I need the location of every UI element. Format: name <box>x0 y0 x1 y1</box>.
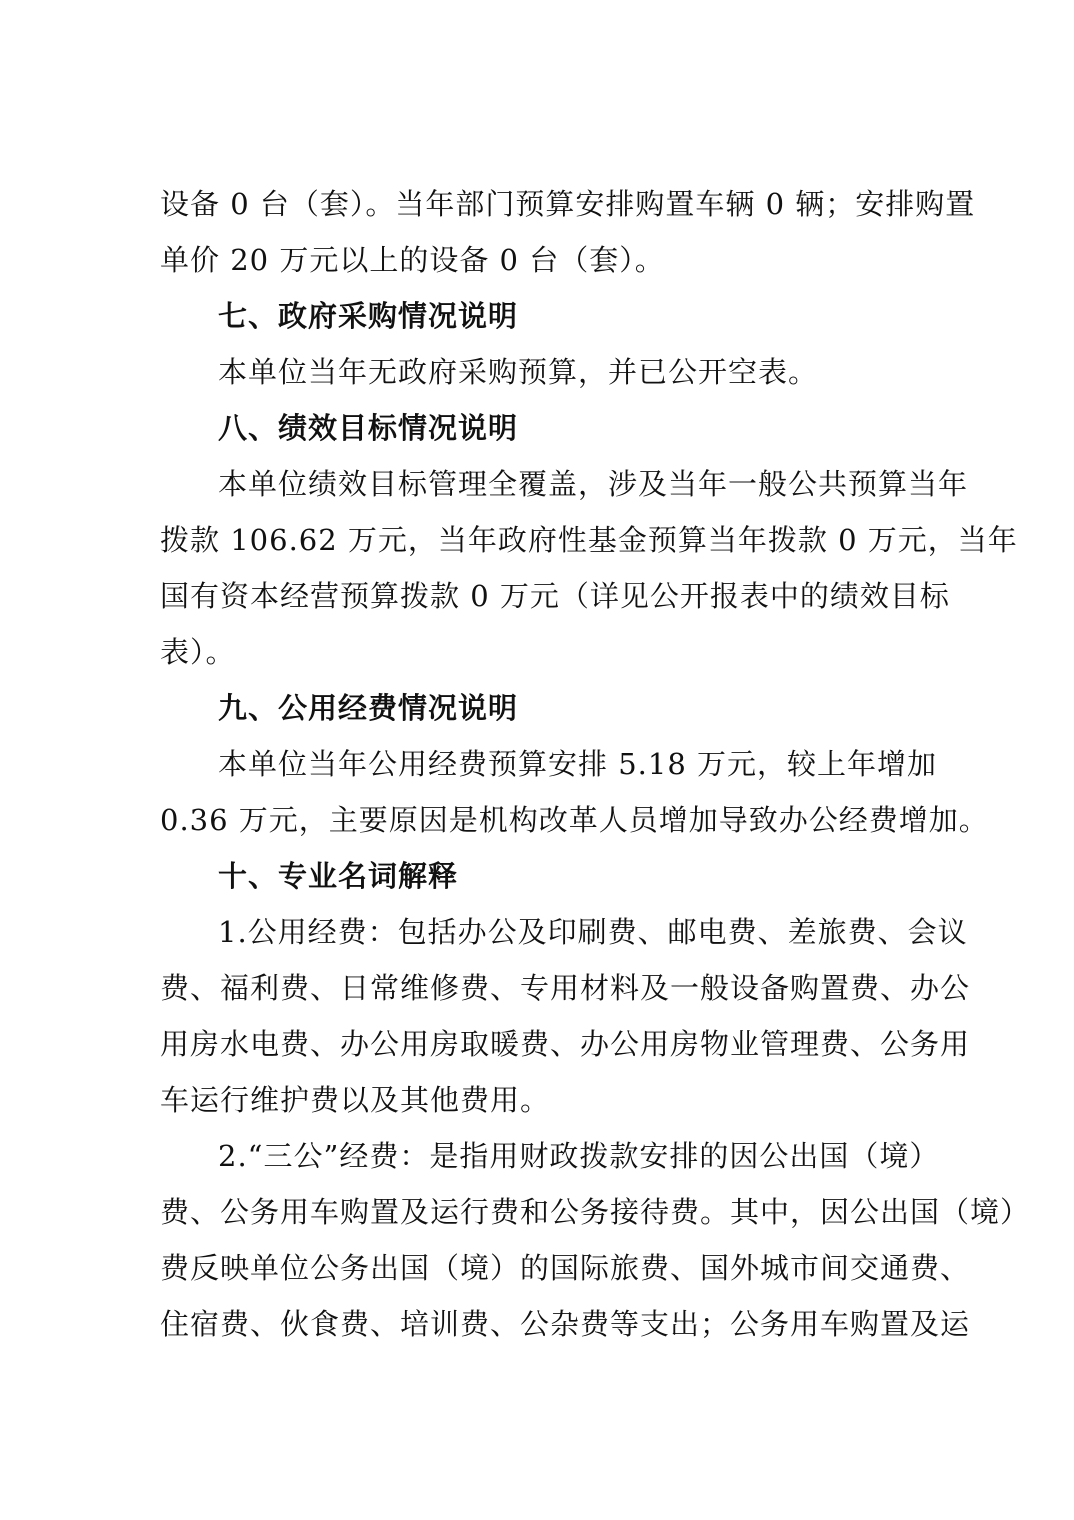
paragraph-line: 车运行维护费以及其他费用。 <box>160 1083 551 1117</box>
paragraph-line: 0.36 万元，主要原因是机构改革人员增加导致办公经费增加。 <box>160 803 989 837</box>
section-heading-7: 七、政府采购情况说明 <box>218 299 519 333</box>
section-heading-8: 八、绩效目标情况说明 <box>218 411 519 445</box>
paragraph-line: 单价 20 万元以上的设备 0 台（套）。 <box>160 243 665 277</box>
paragraph-line: 表）。 <box>160 635 236 669</box>
paragraph-line: 2.“三公”经费：是指用财政拨款安排的因公出国（境） <box>218 1139 940 1173</box>
document-page <box>160 176 1031 1352</box>
paragraph-line: 费、福利费、日常维修费、专用材料及一般设备购置费、办公 <box>160 971 971 1005</box>
paragraph-line: 1.公用经费：包括办公及印刷费、邮电费、差旅费、会议 <box>218 915 968 949</box>
paragraph-line: 费、公务用车购置及运行费和公务接待费。其中，因公出国（境） <box>160 1195 1031 1229</box>
section-heading-10: 十、专业名词解释 <box>218 859 459 893</box>
paragraph-line: 本单位绩效目标管理全覆盖，涉及当年一般公共预算当年 <box>218 467 969 501</box>
paragraph-line: 设备 0 台（套）。当年部门预算安排购置车辆 0 辆；安排购置 <box>160 187 976 221</box>
paragraph-line: 拨款 106.62 万元，当年政府性基金预算当年拨款 0 万元，当年 <box>160 523 1018 557</box>
paragraph-line: 本单位当年无政府采购预算，并已公开空表。 <box>218 355 819 389</box>
paragraph-line: 费反映单位公务出国（境）的国际旅费、国外城市间交通费、 <box>160 1251 971 1285</box>
paragraph-line: 国有资本经营预算拨款 0 万元（详见公开报表中的绩效目标 <box>160 579 950 613</box>
section-heading-9: 九、公用经费情况说明 <box>218 691 519 725</box>
paragraph-line: 本单位当年公用经费预算安排 5.18 万元，较上年增加 <box>218 747 938 781</box>
paragraph-line: 住宿费、伙食费、培训费、公杂费等支出；公务用车购置及运 <box>160 1307 971 1341</box>
paragraph-line: 用房水电费、办公用房取暖费、办公用房物业管理费、公务用 <box>160 1027 971 1061</box>
